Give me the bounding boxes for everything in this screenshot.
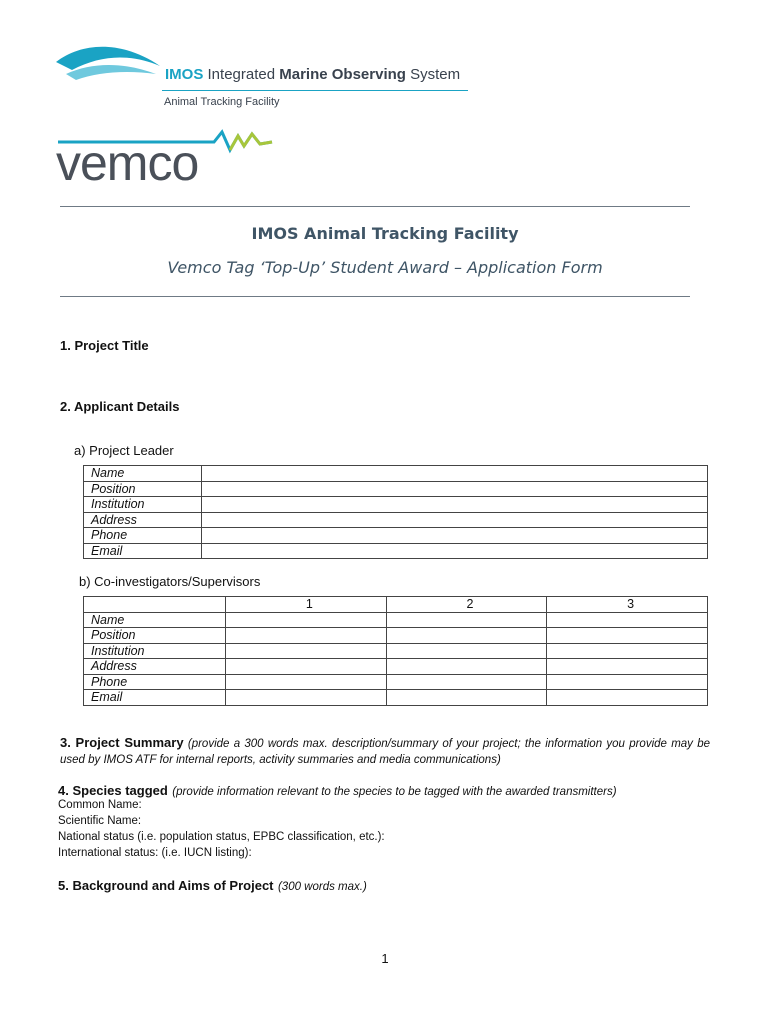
- section-project-summary: [60, 735, 710, 768]
- header-cell-2: 2: [386, 597, 547, 613]
- scientific-name-label: Scientific Name:: [58, 815, 142, 827]
- input-cell[interactable]: [226, 690, 387, 706]
- imos-name-part2: System: [405, 66, 461, 83]
- page-number: 1: [381, 951, 389, 966]
- background-aims-heading: 5. Background and Aims of Project: [58, 878, 274, 893]
- row-label: Email: [84, 690, 226, 706]
- vemco-wordmark: vemco: [56, 135, 199, 191]
- table-row: [84, 612, 708, 628]
- row-label: Position: [84, 481, 202, 497]
- species-tagged-heading: 4. Species tagged: [58, 783, 168, 798]
- row-label: Institution: [84, 497, 202, 513]
- row-label: Position: [84, 628, 226, 644]
- table-row: [84, 628, 708, 644]
- table-row: [84, 690, 708, 706]
- imos-logo: [52, 40, 461, 114]
- input-cell[interactable]: [226, 659, 387, 675]
- document-title: IMOS Animal Tracking Facility: [251, 224, 519, 243]
- section-applicant-details: 2. Applicant Details: [60, 399, 180, 414]
- input-cell[interactable]: [547, 628, 708, 644]
- header-rule-top: [60, 206, 690, 207]
- section-project-title: 1. Project Title: [60, 338, 149, 353]
- national-status-label: National status (i.e. population status, EPBC classification, etc.):: [58, 831, 385, 843]
- row-label: Name: [84, 466, 202, 482]
- document-subtitle: Vemco Tag ‘Top-Up’ Student Award – Application Form: [167, 258, 603, 277]
- section-background-aims: [58, 877, 367, 895]
- co-investigators-table: [83, 596, 708, 706]
- input-cell[interactable]: [547, 612, 708, 628]
- input-cell[interactable]: [386, 690, 547, 706]
- co-investigators-label: b) Co-investigators/Supervisors: [79, 574, 261, 589]
- input-cell[interactable]: [386, 659, 547, 675]
- header-cell: [84, 597, 226, 613]
- species-tagged-note: (provide information relevant to the species to be tagged with the awarded transmitters): [172, 786, 617, 798]
- common-name-label: Common Name:: [58, 799, 142, 811]
- table-row: [84, 481, 708, 497]
- leader-institution-field[interactable]: [202, 497, 708, 513]
- table-row: [84, 543, 708, 559]
- vemco-logo: [56, 128, 276, 191]
- table-row: [84, 497, 708, 513]
- row-label: Institution: [84, 643, 226, 659]
- table-row: [84, 643, 708, 659]
- row-label: Address: [84, 512, 202, 528]
- international-status-label: International status: (i.e. IUCN listing):: [58, 847, 252, 859]
- table-header-row: [84, 597, 708, 613]
- input-cell[interactable]: [547, 674, 708, 690]
- leader-email-field[interactable]: [202, 543, 708, 559]
- project-summary-heading: 3. Project Summary: [60, 735, 184, 750]
- imos-wave-icon: [52, 40, 167, 90]
- imos-name-part1: Integrated: [207, 66, 280, 83]
- input-cell[interactable]: [547, 659, 708, 675]
- input-cell[interactable]: [386, 643, 547, 659]
- imos-subtitle: Animal Tracking Facility: [164, 96, 280, 108]
- leader-address-field[interactable]: [202, 512, 708, 528]
- leader-position-field[interactable]: [202, 481, 708, 497]
- table-row: [84, 674, 708, 690]
- row-label: Phone: [84, 528, 202, 544]
- row-label: Email: [84, 543, 202, 559]
- background-aims-note: (300 words max.): [277, 881, 367, 893]
- table-row: [84, 512, 708, 528]
- imos-brand: IMOS: [165, 66, 204, 83]
- input-cell[interactable]: [226, 628, 387, 644]
- input-cell[interactable]: [386, 612, 547, 628]
- input-cell[interactable]: [547, 690, 708, 706]
- project-leader-table: [83, 465, 708, 559]
- input-cell[interactable]: [386, 674, 547, 690]
- project-leader-label: a) Project Leader: [74, 443, 174, 458]
- table-row: [84, 659, 708, 675]
- input-cell[interactable]: [226, 612, 387, 628]
- header-cell-3: 3: [547, 597, 708, 613]
- row-label: Name: [84, 612, 226, 628]
- imos-name: [165, 66, 460, 83]
- table-row: [84, 466, 708, 482]
- imos-name-bold: Marine Observing: [279, 66, 406, 83]
- input-cell[interactable]: [547, 643, 708, 659]
- header-rule-bottom: [60, 296, 690, 297]
- section-species-tagged: [58, 782, 617, 800]
- imos-logo-rule: [162, 90, 468, 91]
- leader-name-field[interactable]: [202, 466, 708, 482]
- input-cell[interactable]: [226, 674, 387, 690]
- table-row: [84, 528, 708, 544]
- input-cell[interactable]: [386, 628, 547, 644]
- input-cell[interactable]: [226, 643, 387, 659]
- row-label: Phone: [84, 674, 226, 690]
- project-summary-note: (provide a 300 words max. description/summary of your project; the information you provide may be used by IMOS ATF for internal reports, activity summaries and media communications): [60, 738, 711, 766]
- leader-phone-field[interactable]: [202, 528, 708, 544]
- header-cell-1: 1: [226, 597, 387, 613]
- row-label: Address: [84, 659, 226, 675]
